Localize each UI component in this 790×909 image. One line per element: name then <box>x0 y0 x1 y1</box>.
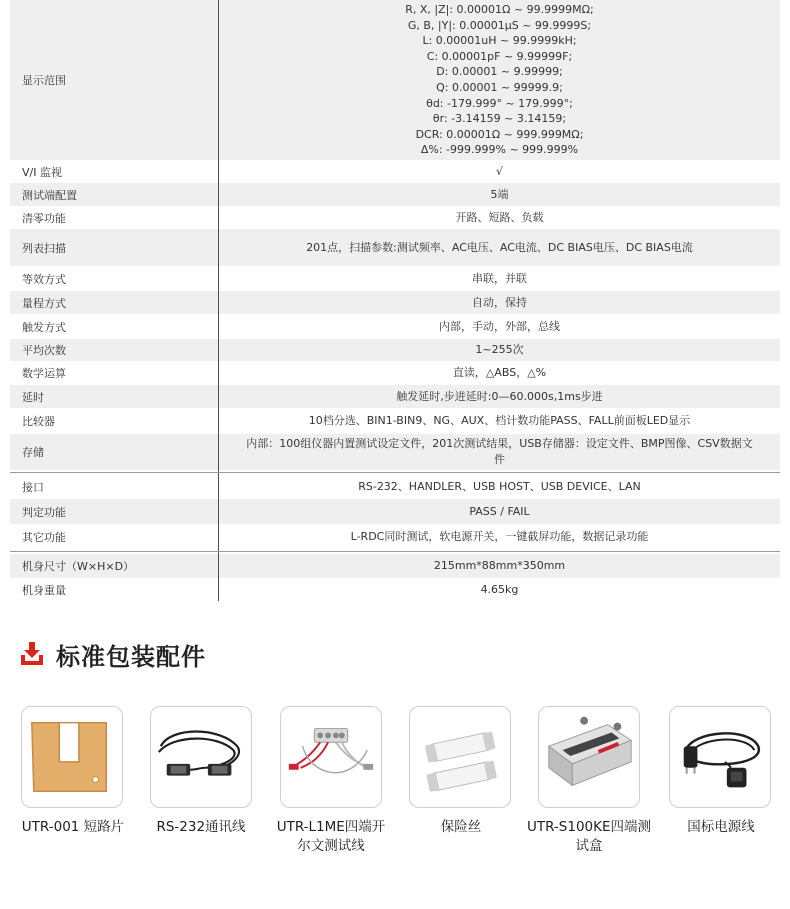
spec-value: L-RDC同时测试，软电源开关，一键截屏功能，数据记录功能 <box>350 530 649 543</box>
spec-label: 机身重量 <box>22 583 66 597</box>
accessories-title <box>18 634 206 674</box>
accessory-caption: 国标电源线 <box>687 819 755 835</box>
spec-value: 内部：100组仪器内置测试设定文件，201次测试结果，USB存储器：设定文件、BMP图像、CSV数据文件 <box>246 437 753 466</box>
spec-row <box>10 339 780 361</box>
spec-value: 215mm*88mm*350mm <box>433 559 566 572</box>
spec-row <box>10 385 780 408</box>
fuse-card <box>409 706 511 808</box>
spec-label: 接口 <box>22 481 44 494</box>
spec-row <box>10 475 780 499</box>
spec-row <box>10 206 780 229</box>
spec-label: 存储 <box>22 446 44 459</box>
power-cord-card <box>669 706 771 808</box>
spec-label: 平均次数 <box>22 344 66 357</box>
spec-value: 内部，手动，外部，总线 <box>439 319 560 333</box>
spec-value: 201点，扫描参数:测试频率、AC电压、AC电流、DC BIAS电压、DC BIAS电流 <box>306 240 693 254</box>
spec-value: PASS / FAIL <box>469 504 530 518</box>
shorting-plate-icon <box>22 707 122 807</box>
spec-value: 4.65kg <box>480 582 519 596</box>
accessory-caption-text: UTR-S100KE四端测试盒 <box>526 819 652 854</box>
range-line: Q: 0.00001 ~ 99999.9; <box>436 81 563 94</box>
shorting-plate-card <box>21 706 123 808</box>
spec-label: V/I 监视 <box>22 165 62 179</box>
column-divider <box>218 0 219 601</box>
serial-cable-card <box>150 706 252 808</box>
spec-label: 判定功能 <box>22 505 66 519</box>
spec-value: 直读，△ABS，△% <box>452 366 547 379</box>
spec-row <box>10 160 780 183</box>
accessory-caption <box>514 818 664 856</box>
spec-row <box>10 266 780 291</box>
accessory-caption-text: UTR-L1ME四端开尔文测试线 <box>276 819 386 854</box>
range-line: θd: -179.999° ~ 179.999°; <box>426 96 573 110</box>
range-line: D: 0.00001 ~ 9.99999; <box>436 65 563 79</box>
spec-value: 串联，并联 <box>472 271 527 285</box>
spec-row <box>10 499 780 524</box>
kelvin-test-lead-card <box>280 706 382 808</box>
spec-row <box>10 408 780 434</box>
spec-value: 自动，保持 <box>472 295 527 309</box>
accessory-caption: 保险丝 <box>440 819 482 835</box>
spec-row <box>10 361 780 385</box>
kelvin-test-lead-icon <box>281 707 381 807</box>
spec-row <box>10 183 780 206</box>
range-line: L: 0.00001uH ~ 99.9999kH; <box>422 34 577 48</box>
spec-value: 5端 <box>490 187 509 201</box>
accessory-caption: UTR-001 短路片 <box>21 819 125 835</box>
power-cord-icon <box>670 707 770 807</box>
spec-value: RS-232、HANDLER、USB HOST、USB DEVICE、LAN <box>358 480 641 493</box>
spec-row <box>10 314 780 339</box>
spec-row <box>10 578 780 601</box>
spec-label: 延时 <box>22 390 44 404</box>
display-range-values <box>405 2 594 158</box>
spec-label: 显示范围 <box>22 74 66 87</box>
spec-value: 10档分选、BIN1-BIN9、NG、AUX、档计数功能PASS、FALL前面板LED显示 <box>308 414 691 427</box>
spec-row <box>10 554 780 578</box>
fuse-icon <box>410 707 510 807</box>
spec-label: 其它功能 <box>22 531 66 544</box>
test-fixture-card <box>538 706 640 808</box>
range-line: C: 0.00001pF ~ 9.99999F; <box>426 49 573 63</box>
spec-label: 触发方式 <box>22 320 66 334</box>
spec-value: 1~255次 <box>475 343 524 356</box>
range-line: θr: -3.14159 ~ 3.14159; <box>432 112 567 126</box>
download-box-icon <box>18 640 46 668</box>
serial-cable-icon <box>151 707 251 807</box>
spec-row <box>10 291 780 314</box>
row-divider <box>10 472 780 473</box>
spec-label: 等效方式 <box>22 272 66 286</box>
spec-value: 触发延时,步进延时:0—60.000s,1ms步进 <box>396 389 603 403</box>
range-line: DCR: 0.00001Ω ~ 999.999MΩ; <box>415 127 584 141</box>
section-heading: 标准包装配件 <box>56 642 206 671</box>
spec-label: 数学运算 <box>22 367 66 380</box>
range-line: R, X, |Z|: 0.00001Ω ~ 99.9999MΩ; <box>405 3 594 17</box>
spec-row <box>10 524 780 550</box>
spec-label: 比较器 <box>22 415 55 428</box>
spec-label: 量程方式 <box>22 296 66 310</box>
spec-label: 测试端配置 <box>22 188 77 202</box>
range-line: Δ%: -999.999% ~ 999.999% <box>420 143 579 157</box>
test-fixture-icon <box>539 707 639 807</box>
spec-row <box>10 434 780 470</box>
spec-row-display-range <box>10 0 780 160</box>
spec-label: 清零功能 <box>22 211 66 225</box>
range-line: G, B, |Y|: 0.00001μS ~ 99.9999S; <box>407 18 592 32</box>
spec-label: 机身尺寸（W×H×D） <box>22 560 135 573</box>
spec-label: 列表扫描 <box>22 241 66 255</box>
accessory-caption <box>256 818 406 856</box>
row-divider <box>10 551 780 552</box>
spec-value: √ <box>495 164 503 178</box>
accessory-caption: RS-232通讯线 <box>156 819 246 835</box>
spec-value: 开路、短路、负载 <box>455 210 544 224</box>
spec-row <box>10 229 780 266</box>
